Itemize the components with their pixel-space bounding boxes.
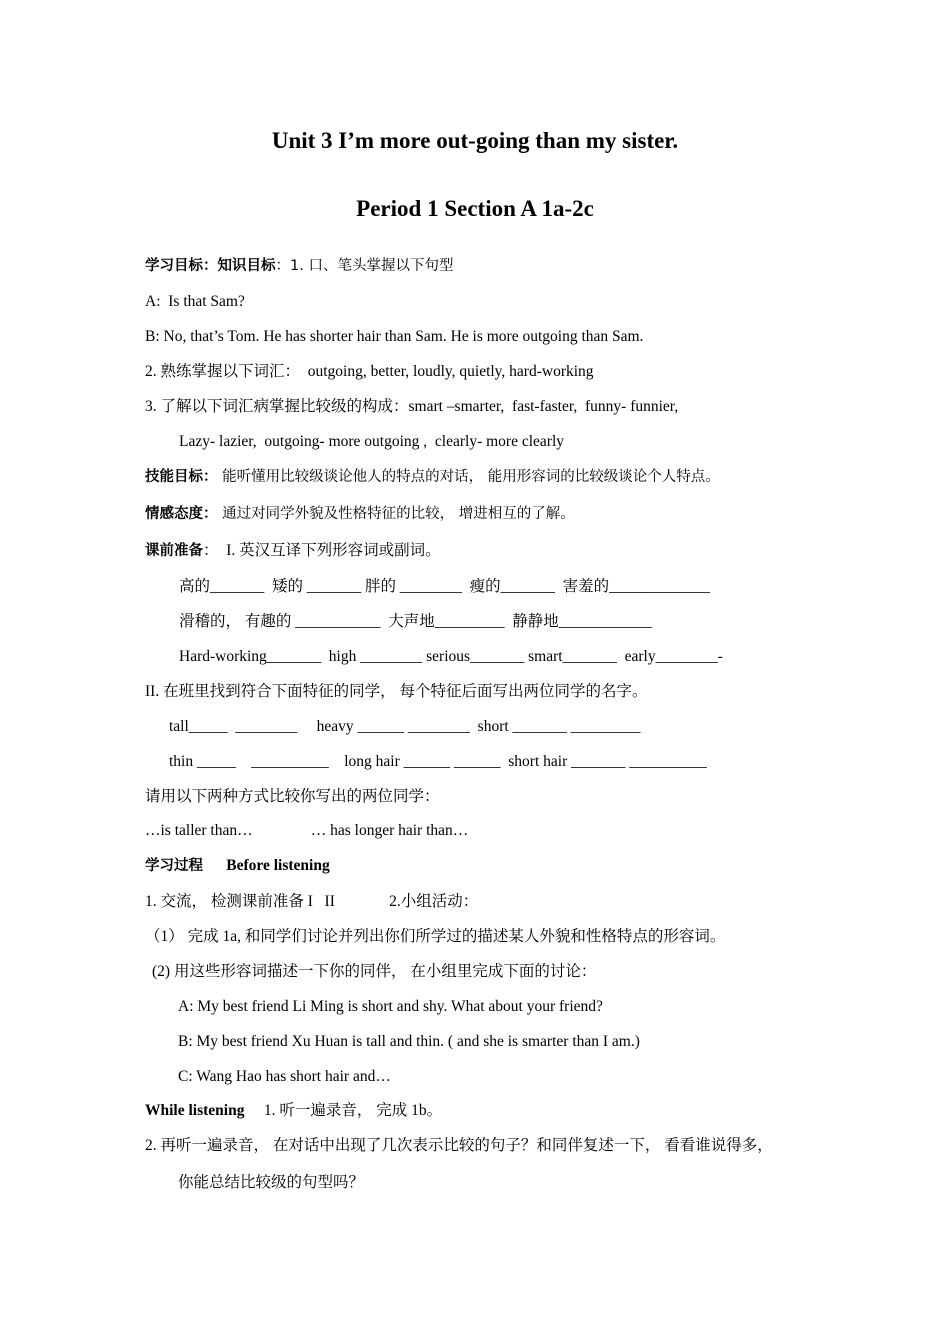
learning-goals xyxy=(145,256,453,276)
prep-row-2: 滑稽的， 有趣的 ___________ 大声地_________ 静静地____________ xyxy=(179,613,652,630)
prep-label: 课前准备 xyxy=(145,543,203,559)
emotion-goals xyxy=(145,504,575,524)
period-title: Period 1 Section A 1a-2c xyxy=(356,196,594,221)
compare-patterns: …is taller than… … has longer hair than… xyxy=(145,822,469,839)
step-2a: (2) 用这些形容词描述一下你的同伴， 在小组里完成下面的讨论： xyxy=(152,963,597,980)
while-step-2-line-2: 你能总结比较级的句型吗？ xyxy=(178,1174,365,1191)
while-label: While listening xyxy=(145,1102,245,1119)
step-1: 1. 交流， 检测课前准备 I II 2.小组活动： xyxy=(145,893,479,910)
goals-label: 学习目标：知识目标 xyxy=(145,258,276,274)
comparative-line-2: Lazy- lazier, outgoing- more outgoing , clearly- more clearly xyxy=(179,433,565,450)
compare-instruction: 请用以下两种方式比较你写出的两位同学： xyxy=(145,788,440,805)
vocab-line: 2. 熟练掌握以下词汇： outgoing, better, loudly, quietly, hard-working xyxy=(145,363,594,380)
dialogue-a: A: Is that Sam? xyxy=(145,293,245,310)
process-label: 学习过程 xyxy=(145,858,203,874)
comparative-line-1: 3. 了解以下词汇病掌握比较级的构成：smart –smarter, fast-faster, funny- funnier, xyxy=(145,398,679,415)
goals-text: ：1. 口、笔头掌握以下句型 xyxy=(275,258,454,274)
preparation xyxy=(145,541,441,561)
part2-row-1: tall_____ ________ heavy ______ ________ short _______ _________ xyxy=(169,718,641,735)
emotion-text: 通过对同学外貌及性格特征的比较， 增进相互的了解。 xyxy=(217,506,575,522)
learning-process xyxy=(145,856,330,876)
part2-row-2: thin _____ __________ long hair ______ ______ short hair _______ __________ xyxy=(169,753,707,770)
dialogue-b: B: No, that’s Tom. He has shorter hair than Sam. He is more outgoing than Sam. xyxy=(145,328,644,345)
unit-title: Unit 3 I’m more out-going than my sister. xyxy=(271,128,679,153)
before-listening-label: Before listening xyxy=(226,857,330,874)
skill-label: 技能目标： xyxy=(145,469,218,485)
skill-text: 能听懂用比较级谈论他人的特点的对话， 能用形容词的比较级谈论个人特点。 xyxy=(217,469,720,485)
model-dialogue-c: C: Wang Hao has short hair and… xyxy=(178,1068,391,1085)
prep-text: ： I. 英汉互译下列形容词或副词。 xyxy=(203,542,441,559)
model-dialogue-a: A: My best friend Li Ming is short and shy. What about your friend? xyxy=(178,998,603,1015)
model-dialogue-b: B: My best friend Xu Huan is tall and thin. ( and she is smarter than I am.) xyxy=(178,1033,640,1050)
prep-row-3: Hard-working_______ high ________ serious_______ smart_______ early________- xyxy=(179,648,723,665)
while-step-2-line-1: 2. 再听一遍录音， 在对话中出现了几次表示比较的句子？和同伴复述一下， 看看谁说得多， xyxy=(145,1137,773,1154)
while-listening xyxy=(145,1101,442,1121)
skill-goals xyxy=(145,467,720,487)
while-step-1: 1. 听一遍录音， 完成 1b。 xyxy=(244,1102,443,1119)
step-1a: （1） 完成 1a, 和同学们讨论并列出你们所学过的描述某人外貌和性格特点的形容词。 xyxy=(145,928,726,945)
prep-row-1: 高的_______ 矮的 _______ 胖的 ________ 瘦的_______ 害羞的_____________ xyxy=(179,578,710,595)
part2-instruction: II. 在班里找到符合下面特征的同学， 每个特征后面写出两位同学的名字。 xyxy=(145,683,648,700)
emotion-label: 情感态度： xyxy=(145,506,218,522)
